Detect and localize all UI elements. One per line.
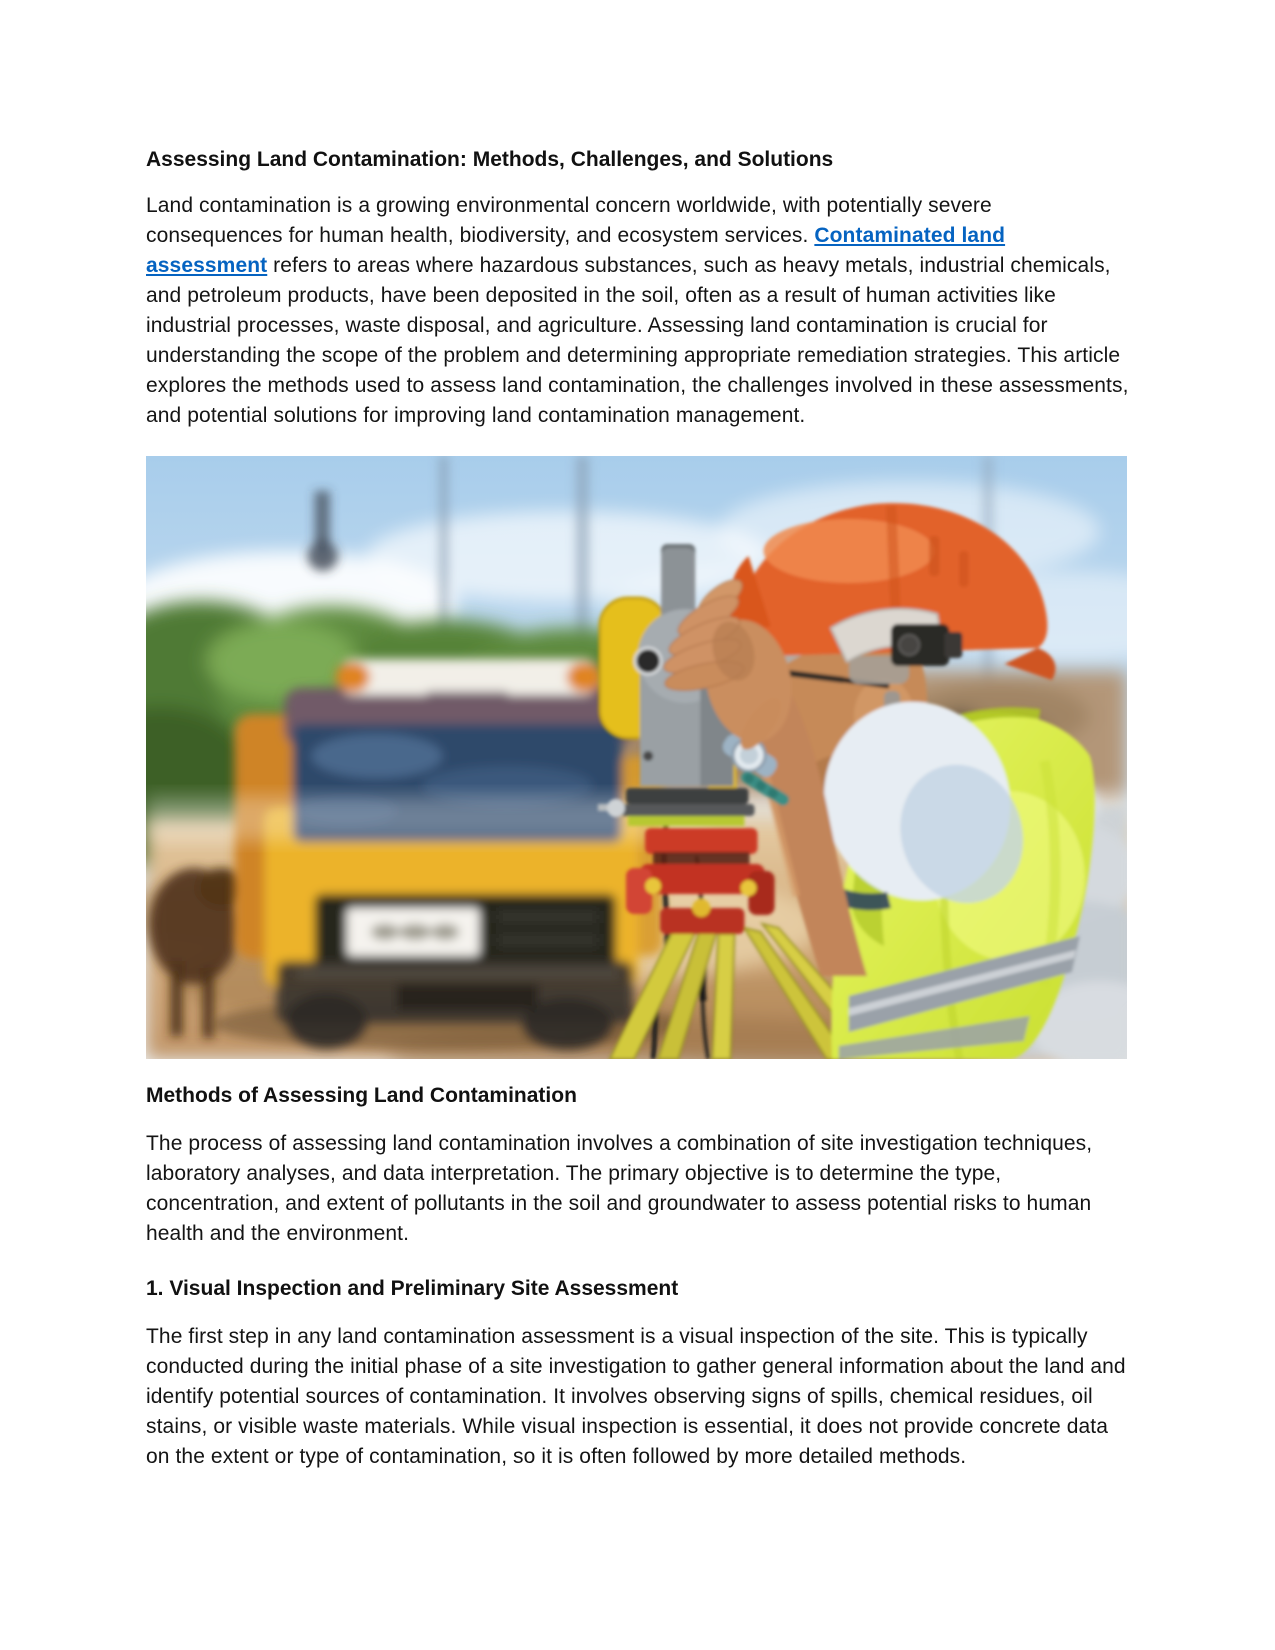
contaminated-land-assessment-link[interactable]: Contaminated land assessment xyxy=(146,224,1006,277)
intro-text-after-link: refers to areas where hazardous substances, such as heavy metals, industrial chemicals, and petroleum products, have been deposited in the soil, often as a result of human activities like industrial processes, waste disposal, and agriculture. Assessing land contamination is crucial for understanding the scope of the problem and determining appropriate remediation strategies. This article explores the methods used to assess land contamination, the challenges involved in these assessments, and potential solutions for improving land contamination management. xyxy=(146,254,1129,427)
article-title: Assessing Land Contamination: Methods, Challenges, and Solutions xyxy=(146,148,834,171)
intro-paragraph xyxy=(146,191,1130,431)
section-body-methods: The process of assessing land contamination involves a combination of site investigation techniques, laboratory analyses, and data interpretation. The primary objective is to determine the type, concentration, and extent of pollutants in the soil and groundwater to assess potential risks to human health and the environment. xyxy=(146,1132,1093,1245)
section-heading-methods: Methods of Assessing Land Contamination xyxy=(146,1084,577,1107)
surveyor-photo-illustration xyxy=(146,456,1127,1059)
article-photo xyxy=(146,456,1127,1059)
section-heading-visual-inspection: 1. Visual Inspection and Preliminary Site Assessment xyxy=(146,1277,679,1300)
section-body-visual-inspection: The first step in any land contamination assessment is a visual inspection of the site. This is typically conducted during the initial phase of a site investigation to gather general information about the land and identify potential sources of contamination. It involves observing signs of spills, chemical residues, oil stains, or visible waste materials. While visual inspection is essential, it does not provide concrete data on the extent or type of contamination, so it is often followed by more detailed methods. xyxy=(146,1325,1126,1468)
intro-text-before-link: Land contamination is a growing environmental concern worldwide, with potentially severe consequences for human health, biodiversity, and ecosystem services. xyxy=(146,194,992,247)
